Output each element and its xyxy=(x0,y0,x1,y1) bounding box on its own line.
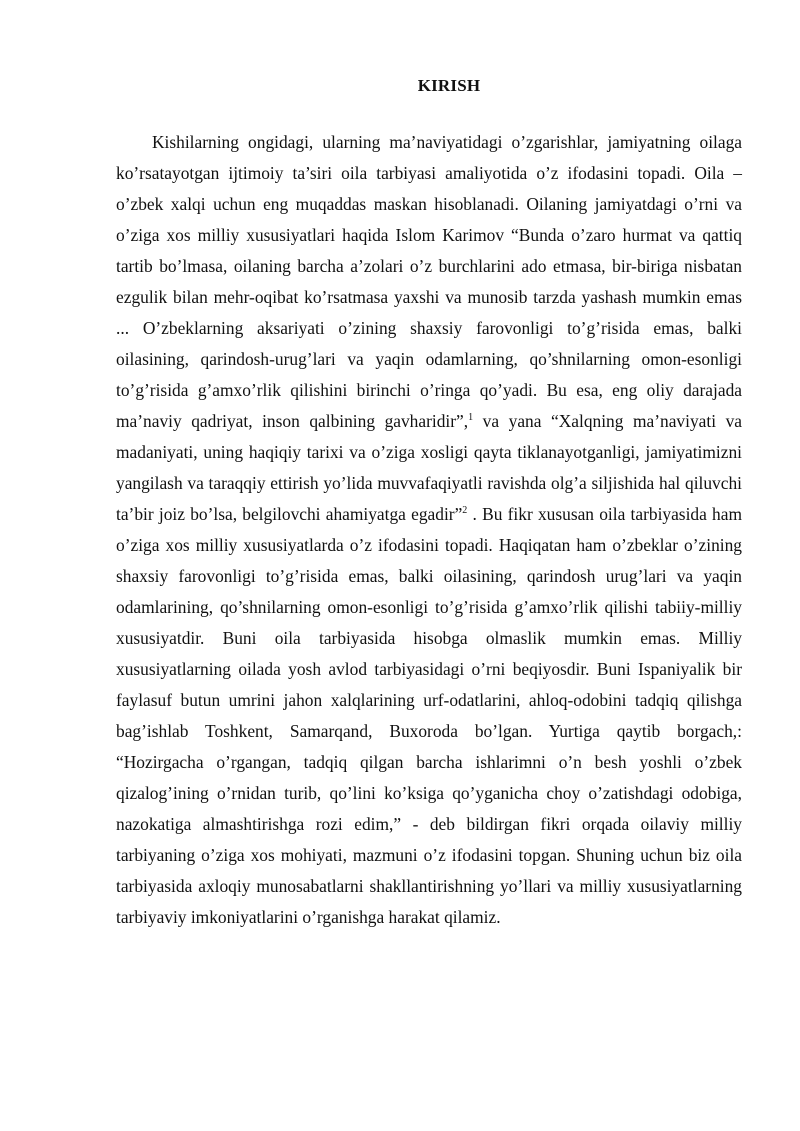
page-title: KIRISH xyxy=(417,76,481,95)
footnote-marker-1: 1 xyxy=(468,412,474,424)
paragraph-text-part-3: . Bu fikr xususan oila tarbiyasida ham o’ziga xos milliy xususiyatlarda o’z ifodasini topadi. Haqiqatan ham o’zbeklar o’zining shaxsiy farovonligi to’g’risida emas, balki oilasining, qarindosh urug’lari va yaqin odamlarining, qo’shnilarning omon-esonligi to’g’risida g’amxo’rlik qilishi tabiiy-milliy xususiyatdir. Buni oila tarbiyasida hisobga olmaslik mumkin emas. Milliy xususiyatlarning oilada yosh avlod tarbiyasidagi o’rni beqiyosdir. Buni Ispaniyalik bir faylasuf butun umrini jahon xalqlarining urf-odatlarini, ahloq-odobini tadqiq qilishga bag’ishlab Toshkent, Samarqand, Buxoroda bo’lgan. Yurtiga qaytib borgach,: “Hozirgacha o’rgangan, tadqiq qilgan barcha ishlarimni o’n besh yoshli o’zbek qizalog’ining o’rnidan turib, qo’lini ko’ksiga qo’yganicha choy o’zatishdagi odobiga, nazokatiga almashtirishga rozi edim,” - deb bildirgan fikri orqada oilaviy milliy tarbiyaning o’ziga xos mohiyati, mazmuni o’z ifodasini topgan. Shuning uchun biz oila tarbiyasida axloqiy munosabatlarni shakllantirishning yo’llari va milliy xususiyatlarning tarbiyaviy imkoniyatlarini o’rganishga harakat qilamiz. xyxy=(116,504,742,927)
paragraph-text-part-2: va yana “Xalqning ma’naviyati va madaniyati, uning haqiqiy tarixi va o’ziga xosligi qayta tiklanayotganligi, jamiyatimizni yangilash va taraqqiy ettirish yo’lida muvvafaqiyatli ravishda olg’a siljishida hal qiluvchi ta’bir joiz bo’lsa, belgilovchi ahamiyatga egadir” xyxy=(116,411,742,524)
footnote-marker-2: 2 xyxy=(462,505,468,517)
body-paragraph xyxy=(116,127,742,933)
paragraph-text-part-1: Kishilarning ongidagi, ularning ma’naviyatidagi o’zgarishlar, jamiyatning oilaga ko’rsatayotgan ijtimoiy ta’siri oila tarbiyasi amaliyotida o’z ifodasini topadi. Oila – o’zbek xalqi uchun eng muqaddas maskan hisoblanadi. Oilaning jamiyatdagi o’rni va o’ziga xos milliy xususiyatlari haqida Islom Karimov “Bunda o’zaro hurmat va qattiq tartib bo’lmasa, oilaning barcha a’zolari o’z burchlarini ado etmasa, bir-biriga nisbatan ezgulik bilan mehr-oqibat ko’rsatmasa yaxshi va munosib tarzda yashash mumkin emas ... O’zbeklarning aksariyati o’zining shaxsiy farovonligi to’g’risida emas, balki oilasining, qarindosh-urug’lari va yaqin odamlarning, qo’shnilarning omon-esonligi to’g’risida g’amxo’rlik qilishini birinchi o’ringa qo’yadi. Bu esa, eng oliy darajada ma’naviy qadriyat, inson qalbining gavharidir”, xyxy=(116,132,742,431)
